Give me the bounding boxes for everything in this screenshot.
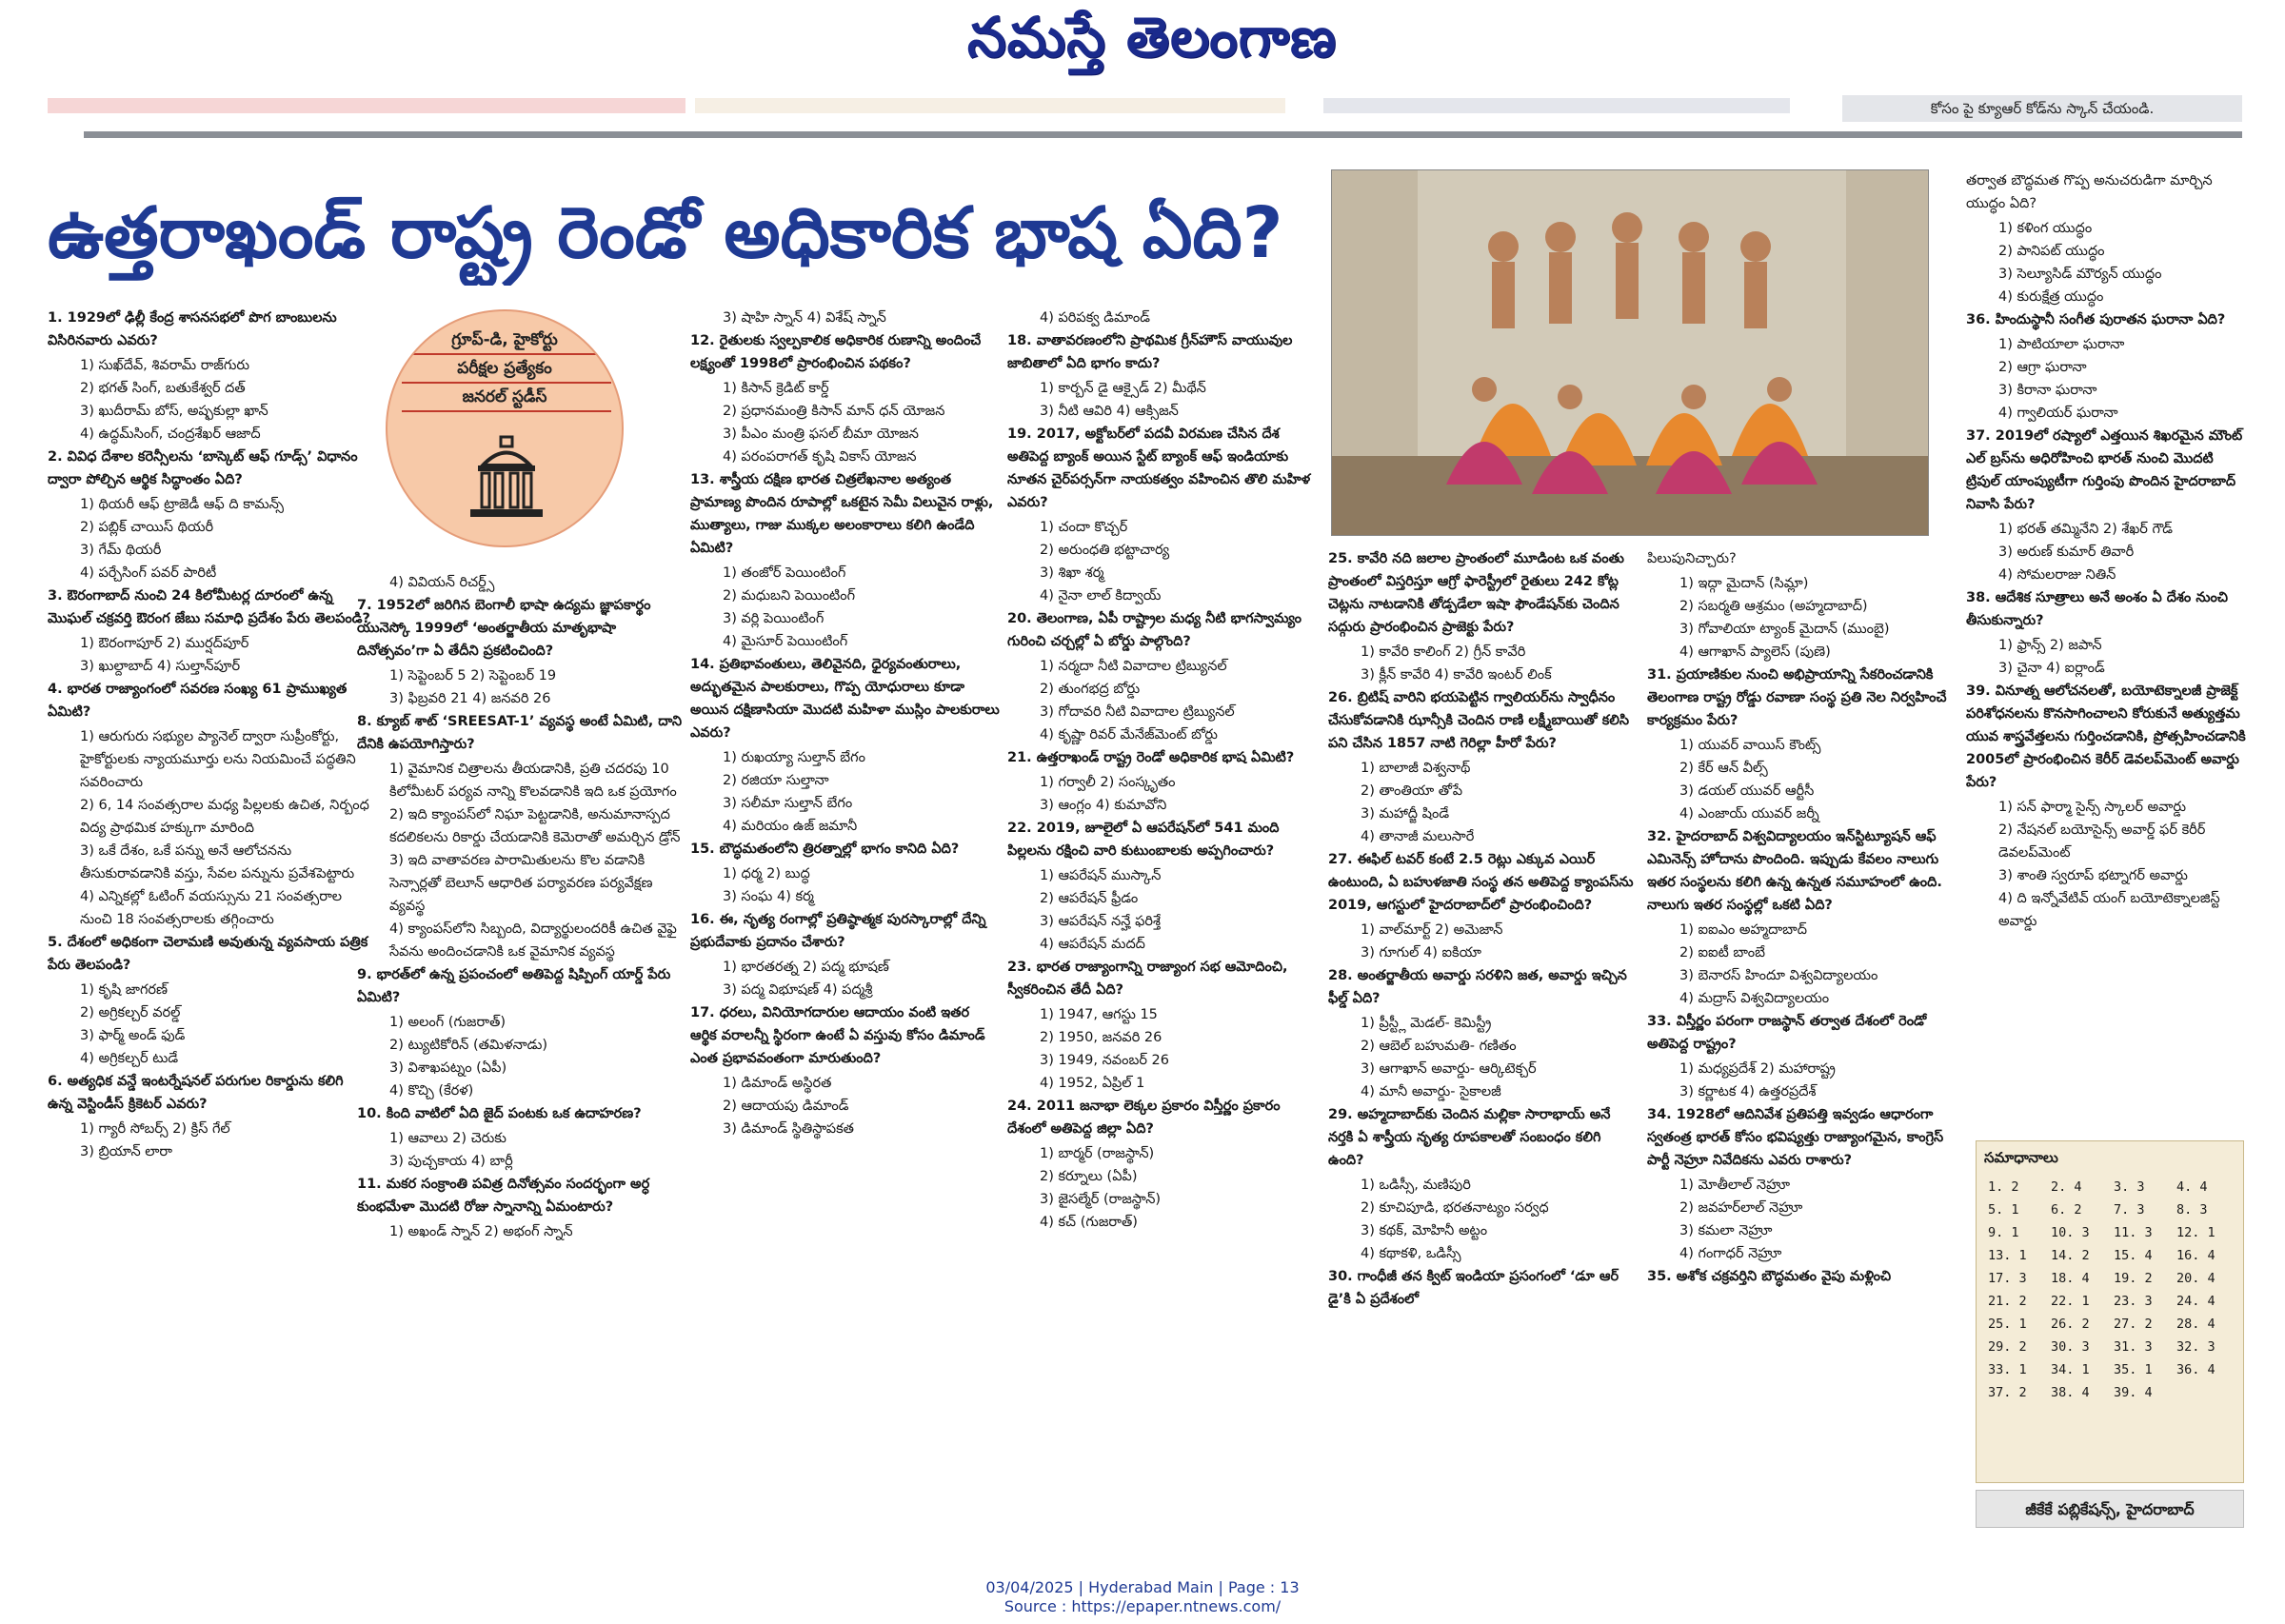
answer-option: 3) శాంతి స్వరూప్ భట్నాగర్ అవార్డు (1998, 868, 2188, 883)
top-color-band-middle (695, 98, 1285, 113)
answer-cell: 39. 4 (2114, 1385, 2153, 1400)
answer-option: 2) 6, 14 సంవత్సరాల మధ్య పిల్లలకు ఉచిత, నిర్బంధ విద్య ప్రాథమిక హక్కుగా మారింది (80, 798, 369, 836)
header-divider (84, 131, 2242, 138)
masthead (0, 0, 2285, 76)
answer-cell: 11. 3 (2114, 1225, 2153, 1240)
question-text: 23. భారత రాజ్యాంగాన్ని రాజ్యాంగ సభ ఆమోదించి, స్వీకరించిన తేదీ ఏది? (1007, 960, 1288, 998)
answer-cell: 26. 2 (2051, 1317, 2090, 1332)
answer-option: 1) కృషి జాగరణ్ (80, 982, 169, 998)
answer-option: 3) డయల్ యువర్ ఆర్టీసీ (1679, 783, 1815, 799)
answer-option: 3) చైనా 4) ఐర్లాండ్ (1998, 661, 2105, 676)
answer-option: 1) ధర్మ 2) బుద్ధ (723, 866, 810, 881)
question-text: 10. కింది వాటిలో ఏది జైద్ పంటకు ఒక ఉదాహరణ? (357, 1106, 642, 1121)
answer-option: 1) గర్వాలీ 2) సంస్కృతం (1040, 775, 1176, 790)
answer-option: 1) వాల్‌మార్ట్ 2) అమెజాన్ (1361, 922, 1503, 938)
answer-option: 1) ఐఐఎం అహ్మదాబాద్ (1679, 922, 1807, 938)
questions-column-3 (1007, 307, 1317, 1515)
question-text: 8. క్యూబ్ శాట్ ‘SREESAT-1’ వ్యవస్థ అంటే ఏమిటి, దాని దేనికి ఉపయోగిస్తారు? (357, 714, 683, 752)
question-text: 35. అశోక చక్రవర్తిని బౌద్ధమతం వైపు మళ్లించి (1647, 1269, 1892, 1284)
answer-option: 4) మానీ అవార్డు- సైకాలజీ (1361, 1084, 1501, 1099)
questions-column-4 (1328, 547, 1638, 1518)
answer-option: 1) తంజోర్ పెయింటింగ్ (723, 565, 846, 581)
question-text: 34. 1928లో ఆదినివేశ ప్రతిపత్తి ఇవ్వడం ఆధారంగా స్వతంత్ర భారత్ కోసం భవిష్యత్తు రాజ్యాంగమైన, కాంగ్రెస్ పార్టీ నెహ్రూ నివేదికను ఎవరు రాశారు? (1647, 1107, 1944, 1168)
answer-option: 2) అరుంధతి భట్టాచార్య (1040, 543, 1170, 558)
answer-option: 2) సబర్మతి ఆశ్రమం (అహ్మదాబాద్) (1679, 599, 1868, 614)
questions-column-5 (1647, 547, 1957, 1518)
answer-option: 3) క్లీన్ కావేరి 4) కావేరి ఇంటర్ లింక్ (1361, 667, 1552, 683)
answer-option: 1) గ్యారీ సోబర్స్ 2) క్రిస్ గేల్ (80, 1121, 230, 1137)
answer-option: 1) పాటియాలా ఘరానా (1998, 337, 2125, 352)
question-continuation: తర్వాత బౌద్ధమత గొప్ప అనుచరుడిగా మార్చిన యుద్ధం ఏది? (1966, 173, 2213, 211)
questions-column-6 (1966, 169, 2247, 1131)
answer-cell: 36. 4 (2176, 1362, 2215, 1377)
answer-option: 1) డిమాండ్ అస్థిరత (723, 1076, 832, 1091)
answers-row (1984, 1244, 2235, 1267)
question-continuation: పిలుపునిచ్చారు? (1647, 551, 1737, 566)
answer-option: 2) కూచిపూడి, భరతనాట్యం సర్వధ (1361, 1200, 1549, 1216)
answer-cell: 10. 3 (2051, 1225, 2090, 1240)
answer-option: 2) ఐఐటీ బాంబే (1679, 945, 1765, 961)
answer-option: 2) ఆబెల్ బహుమతి- గణితం (1361, 1039, 1517, 1054)
question-text: 24. 2011 జనాభా లెక్కల ప్రకారం విస్తీర్ణం ప్రకారం దేశంలో అతిపెద్ద జిల్లా ఏది? (1007, 1099, 1281, 1137)
answer-option: 2) పానిపట్ యుద్ధం (1998, 244, 2105, 259)
answer-cell: 28. 4 (2176, 1317, 2215, 1332)
questions-column-1b (357, 571, 686, 1514)
answer-option: 4) పర్చేసింగ్ పవర్ పారిటీ (80, 565, 217, 581)
answer-cell: 9. 1 (1988, 1225, 2019, 1240)
answer-cell: 25. 1 (1988, 1317, 2027, 1332)
badge-line-2: పరీక్షల ప్రత్యేకం (457, 359, 552, 378)
answer-option: 3) షాహి స్నాన్ 4) విశేష్ స్నాన్ (723, 310, 886, 326)
answer-option: 1) వైమానిక చిత్రాలను తీయడానికి, ప్రతి చదరపు 10 కిలోమీటర్ పర్యవ నాన్ని కొలవడానికి ఇది ఒక ప్రయోగం (389, 762, 677, 800)
answer-option: 2) కేర్ ఆన్ వీల్స్ (1679, 761, 1768, 776)
question-text: 29. అహ్మదాబాద్‌కు చెందిన మల్లికా సారాభాయ్ అనే నర్తకి ఏ శాస్త్రీయ నృత్య రూపకాలతో సంబంధం కలిగి ఉంది? (1328, 1107, 1611, 1168)
question-text: 14. ప్రతిభావంతులు, తెలివైనది, ధైర్యవంతురాలు, అద్భుతమైన పాలకురాలు, గొప్ప యోధురాలు కూడా అయిన దక్షిణాసియా మొదటి మహిళా ముస్లిం పాలకురాలు ఎవరు? (690, 657, 1000, 741)
answer-option: 4) గంగాధర్ నెహ్రూ (1679, 1246, 1782, 1261)
answer-option: 3) గూగుల్ 4) ఐకియా (1361, 945, 1481, 961)
answer-option: 1) భారతరత్న 2) పద్మ భూషణ్ (723, 960, 889, 975)
answer-option: 1) ఆరుగురు సభ్యుల ప్యానెల్ ద్వారా సుప్రీంకోర్టు, హైకోర్టులకు న్యాయమూర్తు లను నియమించే పద్ధతిని సవరించారు (80, 729, 356, 790)
answer-cell: 21. 2 (1988, 1294, 2027, 1309)
answer-option: 3) విశాఖపట్నం (ఏపీ) (389, 1060, 507, 1076)
answer-option: 4) 1952, ఏప్రిల్ 1 (1040, 1076, 1145, 1091)
answers-row (1984, 1336, 2235, 1358)
answer-option: 1) ఒడిస్సీ, మణిపురి (1361, 1178, 1471, 1193)
answer-option: 1) బార్మర్ (రాజస్థాన్) (1040, 1146, 1155, 1161)
answer-option: 1) 1947, ఆగస్టు 15 (1040, 1007, 1158, 1022)
answer-cell: 16. 4 (2176, 1248, 2215, 1263)
answer-option: 3) గోదావరి నీటి వివాదాల ట్రిబ్యునల్ (1040, 704, 1235, 720)
answer-cell: 6. 2 (2051, 1202, 2082, 1218)
answer-option: 1) మధ్యప్రదేశ్ 2) మహారాష్ట్ర (1679, 1061, 1836, 1077)
answers-row (1984, 1290, 2235, 1313)
answers-table (1984, 1176, 2235, 1404)
answer-option: 3) బెనారస్ హిందూ విశ్వవిద్యాలయం (1679, 968, 1878, 983)
section-badge (386, 309, 624, 547)
answer-option: 3) ఫార్మ్ అండ్ ఫుడ్ (80, 1028, 186, 1043)
question-text: 15. బౌద్ధమతంలోని త్రిరత్నాల్లో భాగం కానిది ఏది? (690, 842, 960, 857)
question-text: 17. ధరలు, వినియోగదారుల ఆదాయం వంటి ఇతర ఆర్థిక వరాలన్నీ స్థిరంగా ఉంటే ఏ వస్తువు కోసం డిమాండ్ ఎంత ప్రభావవంతంగా మారుతుంది? (690, 1005, 985, 1066)
answer-option: 1) సన్ ఫార్మా సైన్స్ స్కాలర్ అవార్డు (1998, 800, 2186, 815)
answer-option: 1) సుఖ్‌దేవ్, శివరామ్ రాజ్‌గురు (80, 358, 249, 373)
answer-cell: 31. 3 (2114, 1339, 2153, 1355)
question-text: 22. 2019, జూలైలో ఏ ఆపరేషన్‌లో 541 మంది పిల్లలను రక్షించి వారి కుటుంబాలకు అప్పగించారు? (1007, 821, 1280, 859)
badge-divider (402, 410, 611, 412)
answer-cell: 29. 2 (1988, 1339, 2027, 1355)
answer-cell: 22. 1 (2051, 1294, 2090, 1309)
dance-troupe-illustration (1332, 170, 1929, 536)
answer-cell: 37. 2 (1988, 1385, 2027, 1400)
answer-option: 2) నేషనల్ బయోసైన్స్ అవార్డ్ ఫర్ కెరీర్ డెవలప్‌మెంట్ (1998, 822, 2206, 861)
answer-option: 4) ఉద్ధమ్‌సింగ్, చంద్రశేఖర్ ఆజాద్ (80, 426, 261, 442)
answer-option: 1) ఔరంగాపూర్ 2) ముర్షద్‌పూర్ (80, 636, 249, 651)
answer-option: 1) ఇద్గా మైదాన్ (సిమ్లా) (1679, 576, 1809, 591)
qr-scan-note: కోసం పై క్యూఆర్ కోడ్‌ను స్కాన్ చేయండి. (1842, 95, 2242, 122)
answer-option: 4) కురుక్షేత్ర యుద్ధం (1998, 289, 2104, 305)
answer-option: 1) చందా కొచ్చర్ (1040, 520, 1128, 535)
answer-cell: 33. 1 (1988, 1362, 2027, 1377)
question-text: 36. హిందుస్థానీ సంగీత పురాతన ఘరానా ఏది? (1966, 312, 2226, 327)
question-text: 11. మకర సంక్రాంతి పవిత్ర దినోత్సవం సందర్భంగా అర్ధ కుంభమేళా మొదటి రోజు స్నానాన్ని ఏమంటారు? (357, 1177, 650, 1215)
answer-cell: 5. 1 (1988, 1202, 2019, 1218)
answer-option: 2) ఇది క్యాంపస్‌లో నిఘా పెట్టడానికి, అనుమానాస్పద కదలికలను రికార్డు చేయడానికి కెమెరాతో అమర్చిన డ్రోన్ (389, 807, 681, 845)
answers-title: సమాధానాలు (1984, 1149, 2058, 1166)
answer-option: 1) ఆవాలు 2) చెరుకు (389, 1131, 507, 1146)
answer-option: 4) నైనా లాల్ కిద్వాయ్ (1040, 588, 1162, 604)
answer-cell: 20. 4 (2176, 1271, 2215, 1286)
government-building-icon (459, 435, 554, 521)
answer-option: 4) మైసూర్ పెయింటింగ్ (723, 634, 848, 649)
answer-cell: 13. 1 (1988, 1248, 2027, 1263)
question-text: 4. భారత రాజ్యాంగంలో సవరణ సంఖ్య 61 ప్రాముఖ్యత ఏమిటి? (48, 682, 348, 720)
answer-option: 2) ఆపరేషన్ ఫ్రీడం (1040, 891, 1139, 906)
question-text: 27. ఈఫిల్ టవర్ కంటే 2.5 రెట్లు ఎక్కువ ఎయిర్ ఉంటుంది, ఏ బహుళజాతి సంస్థ తన అతిపెద్ద క్యాంపస్‌ను 2019, ఆగస్టులో హైదరాబాద్‌లో ప్రారంభించింది? (1328, 852, 1634, 913)
publisher-credit: జీకేకే పబ్లికేషన్స్, హైదరాబాద్ (1976, 1490, 2244, 1528)
questions-column-1 (48, 307, 371, 1515)
answer-option: 3) ఖుదీరామ్ బోస్, అష్ఫకుల్లా ఖాన్ (80, 404, 268, 419)
answer-option: 2) మధుబని పెయింటింగ్ (723, 588, 856, 604)
answer-option: 3) పద్మ విభూషణ్ 4) పద్మశ్రీ (723, 982, 873, 998)
answer-option: 1) ఆపరేషన్ ముస్కాన్ (1040, 868, 1162, 883)
answer-option: 4) వివియన్ రిచర్డ్స్ (389, 575, 495, 590)
question-text: 1. 1929లో ఢిల్లీ కేంద్ర శాసనసభలో పొగ బాంబులను విసిరినవారు ఎవరు? (48, 310, 337, 348)
answer-option: 1) నర్మదా నీటి వివాదాల ట్రిబ్యునల్ (1040, 659, 1227, 674)
answers-row (1984, 1198, 2235, 1221)
top-color-band-left (48, 98, 686, 113)
answer-option: 4) మరియం ఉజ్ జమానీ (723, 819, 858, 834)
top-color-band-right (1323, 98, 1790, 113)
answer-option: 4) ఎంజాయ్ యువర్ జర్నీ (1679, 806, 1819, 822)
answer-option: 2) జవహర్‌లాల్ నెహ్రూ (1679, 1200, 1803, 1216)
answer-cell: 38. 4 (2051, 1385, 2090, 1400)
answer-option: 2) తుంగభద్ర బోర్డు (1040, 682, 1141, 697)
answer-option: 3) జైసల్మేర్ (రాజస్థాన్) (1040, 1192, 1162, 1207)
answer-option: 1) భరత్ తమ్మినేని 2) శేఖర్ గౌడ్ (1998, 522, 2173, 537)
questions-column-2 (690, 307, 1000, 1515)
answer-option: 1) అలంగ్ (గుజరాత్) (389, 1015, 507, 1030)
answer-option: 2) ప్రధానమంత్రి కిసాన్ మాన్ ధన్ యోజన (723, 404, 945, 419)
answer-cell: 35. 1 (2114, 1362, 2153, 1377)
badge-divider (402, 353, 611, 355)
answer-option: 4) మద్రాస్ విశ్వవిద్యాలయం (1679, 991, 1830, 1006)
answer-option: 3) గోవాలియా ట్యాంక్ మైదాన్ (ముంబై) (1679, 622, 1890, 637)
answer-option: 2) అగ్రికల్చర్ వరల్డ్ (80, 1005, 181, 1020)
answer-option: 2) ట్యుటికోరిన్ (తమిళనాడు) (389, 1038, 548, 1053)
question-text: 30. గాంధీజీ తన క్విట్ ఇండియా ప్రసంగంలో ‘డూ ఆర్ డై’కి ఏ ప్రదేశంలో (1328, 1269, 1619, 1307)
answer-cell: 8. 3 (2176, 1202, 2208, 1218)
answer-option: 3) కమలా నెహ్రూ (1679, 1223, 1773, 1238)
answer-option: 4) కొచ్చి (కేరళ) (389, 1083, 474, 1099)
question-text: 33. విస్తీర్ణం పరంగా రాజస్థాన్ తర్వాత దేశంలో రెండో అతిపెద్ద రాష్ట్రం? (1647, 1014, 1927, 1052)
page-footer (857, 1578, 1428, 1616)
answer-option: 2) భగత్ సింగ్, బతుకేశ్వర్ దత్ (80, 381, 246, 396)
answer-cell: 15. 4 (2114, 1248, 2153, 1263)
answer-option: 1) అఖండ్ స్నాన్ 2) అభంగ్ స్నాన్ (389, 1224, 573, 1239)
answers-row (1984, 1313, 2235, 1336)
answer-option: 1) మోతీలాల్ నెహ్రూ (1679, 1178, 1791, 1193)
answer-cell: 34. 1 (2051, 1362, 2090, 1377)
answer-option: 3) మహాద్జీ షిండే (1361, 806, 1450, 822)
answer-option: 3) ఒకే దేశం, ఒకే పన్ను అనే ఆలోచనను తీసుకురావడానికి వస్తు, సేవల పన్నును ప్రవేశపెట్టారు (80, 843, 355, 881)
question-text: 38. ఆదేశిక సూత్రాలు అనే అంశం ఏ దేశం నుంచి తీసుకున్నారు? (1966, 590, 2228, 628)
answer-option: 4) తానాజీ మలుసారే (1361, 829, 1475, 844)
answer-option: 1) కావేరి కాలింగ్ 2) గ్రీన్ కావేరి (1361, 644, 1526, 660)
question-text: 19. 2017, అక్టోబర్‌లో పదవీ విరమణ చేసిన దేశ అతిపెద్ద బ్యాంక్ అయిన స్టేట్ బ్యాంక్ ఆఫ్ ఇండియాకు నూతన చైర్‌పర్సన్‌గా నాయకత్వం వహించిన తొలి మహిళ ఎవరు? (1007, 426, 1311, 510)
question-text: 9. భారత్‌లో ఉన్న ప్రపంచంలో అతిపెద్ద షిప్పింగ్ యార్డ్ పేరు ఏమిటి? (357, 967, 671, 1005)
answer-option: 1) యువర్ వాయిస్ కౌంట్స్ (1679, 738, 1821, 753)
question-text: 26. బ్రిటిష్ వారిని భయపెట్టిన గ్వాలియర్‌ను స్వాధీనం చేసుకోవడానికి ఝాన్సీకి చెందిన రాణి లక్ష్మీబాయితో కలిసి పని చేసిన 1857 నాటి గెరిల్లా హీరో పేరు? (1328, 690, 1630, 751)
answer-cell: 2. 4 (2051, 1179, 2082, 1195)
answer-option: 4) కృష్ణా రివర్ మేనేజ్‌మెంట్ బోర్డు (1040, 727, 1218, 743)
answer-option: 4) అగ్రికల్చర్ టుడే (80, 1051, 179, 1066)
answer-option: 4) ఆపరేషన్ మదద్ (1040, 937, 1145, 952)
answer-option: 4) గ్వాలియర్ ఘరానా (1998, 406, 2118, 421)
answer-cell: 18. 4 (2051, 1271, 2090, 1286)
answer-option: 3) ఆంగ్లం 4) కుమావోని (1040, 798, 1167, 813)
answer-option: 3) ఆగాఖాన్ అవార్డు- ఆర్కిటెక్చర్ (1361, 1061, 1537, 1077)
answer-option: 3) సంఘ 4) కర్మ (723, 889, 814, 904)
answer-option: 3) సలీమా సుల్తాన్ బేగం (723, 796, 853, 811)
answers-row (1984, 1267, 2235, 1290)
answer-cell: 24. 4 (2176, 1294, 2215, 1309)
answer-option: 2) రజియా సుల్తానా (723, 773, 829, 788)
answer-cell: 17. 3 (1988, 1271, 2027, 1286)
answer-option: 3) 1949, నవంబర్ 26 (1040, 1053, 1169, 1068)
answer-option: 2) ఆగ్రా ఘరానా (1998, 360, 2087, 375)
answer-option: 3) నీటి ఆవిరి 4) ఆక్సిజన్ (1040, 404, 1179, 419)
answer-option: 1) రుఖయ్యా సుల్తాన్ బేగం (723, 750, 865, 765)
answer-option: 4) కథాకళి, ఒడిస్సీ (1361, 1246, 1461, 1261)
question-text: 39. వినూత్న ఆలోచనలతో, బయోటెక్నాలజీ ప్రాజెక్ట్ పరిశోధనలను కొనసాగించాలని కోరుకునే అత్యుత్తమ యువ శాస్త్రవేత్తలను గుర్తించడానికి, ప్రోత్సహించడానికి 2005లో ప్రారంభించిన కెరీర్ డెవలప్‌మెంట్ అవార్డు పేరు? (1966, 683, 2246, 790)
answer-cell: 1. 2 (1988, 1179, 2019, 1195)
answer-option: 2) తాంతియా తోపే (1361, 783, 1463, 799)
answer-option: 3) పీఎం మంత్రి ఫసల్ బీమా యోజన (723, 426, 919, 442)
answer-option: 1) కార్బన్ డై ఆక్సైడ్ 2) మీథేన్ (1040, 381, 1206, 396)
answer-option: 4) ఆగాఖాన్ ప్యాలెస్ (పుణె) (1679, 644, 1831, 660)
badge-line-3: జనరల్ స్టడీస్ (462, 387, 547, 406)
question-text: 25. కావేరి నది జలాల ప్రాంతంలో మూడింట ఒక వంతు ప్రాంతంలో విస్తరిస్తూ ఆగ్రో ఫారెస్ట్రీలో రైతులు 242 కోట్ల చెట్లను నాటడానికి తోడ్పడేలా ఇషా ఫౌండేషన్‌కు చెందిన సద్గురు ప్రారంభించిన ప్రాజెక్టు పేరు? (1328, 551, 1624, 635)
answer-cell: 30. 3 (2051, 1339, 2090, 1355)
answer-cell: 14. 2 (2051, 1248, 2090, 1263)
question-text: 16. ఈ, నృత్య రంగాల్లో ప్రతిష్ఠాత్మక పురస్కారాల్లో దేన్ని ప్రభుదేవాకు ప్రదానం చేశారు? (690, 912, 986, 950)
answer-option: 4) పరిపక్వ డిమాండ్ (1040, 310, 1150, 326)
newspaper-logo[interactable]: నమస్తే తెలంగాణ (967, 5, 1337, 69)
dancers-photo (1331, 169, 1929, 536)
answer-option: 3) సెల్యూసిడ్ మౌర్యన్ యుద్ధం (1998, 267, 2162, 282)
question-text: 12. రైతులకు స్వల్పకాలిక అధికారిక రుణాన్ని అందించే లక్ష్యంతో 1998లో ప్రారంభించిన పథకం? (690, 333, 982, 371)
question-text: 28. అంతర్జాతీయ అవార్డు సరళిని జత, అవార్డు ఇచ్చిన ఫీల్డ్ ఏది? (1328, 968, 1627, 1006)
answers-box (1976, 1140, 2244, 1483)
answer-option: 3) ఇది వాతావరణ పారామితులను కొల వడానికి సెన్సార్లతో బెలూన్ ఆధారిత పర్యావరణ పర్యవేక్షణ వ్యవస్థ (389, 853, 653, 914)
answer-option: 3) డిమాండ్ స్థితిస్థాపకత (723, 1121, 854, 1137)
answer-option: 1) బాలాజీ విశ్వనాథ్ (1361, 761, 1471, 776)
badge-divider (402, 382, 611, 384)
answer-option: 3) బ్రియాన్ లారా (80, 1144, 173, 1159)
answer-cell (2173, 1381, 2235, 1404)
answer-option: 4) పరంపరాగత్ కృషి వికాస్ యోజన (723, 449, 917, 465)
answer-cell: 7. 3 (2114, 1202, 2145, 1218)
question-text: 32. హైదరాబాద్ విశ్వవిద్యాలయం ఇన్‌స్టిట్యూషన్ ఆఫ్ ఎమినెన్స్ హోదాను పొందింది. ఇప్పుడు కేవలం నాలుగు ఇతర సంస్థలను కలిగి ఉన్న ఉన్నత సమూహంలో ఉంది. నాలుగు ఇతర సంస్థల్లో ఒకటి ఏది? (1647, 829, 1942, 913)
answer-option: 4) క్యాంపస్‌లోని సిబ్బంది, విద్యార్థులందరికీ ఉచిత వైఫై సేవను అందించడానికి ఒక వైమానిక వ్యవస్థ (389, 921, 677, 960)
answer-cell: 4. 4 (2176, 1179, 2208, 1195)
answer-option: 1) థియరీ ఆఫ్ ట్రాజెడీ ఆఫ్ ది కామన్స్ (80, 497, 285, 512)
answers-row (1984, 1381, 2235, 1404)
question-text: 20. తెలంగాణ, ఏపీ రాష్ట్రాల మధ్య నీటి భాగస్వామ్యం గురించి చర్చల్లో ఏ బోర్డు పాల్గొంది? (1007, 611, 1302, 649)
answer-option: 3) వర్లి పెయింటింగ్ (723, 611, 825, 626)
question-text: 2. వివిధ దేశాల కరెన్సీలను ‘బాస్కెట్ ఆఫ్ గూడ్స్’ విధానం ద్వారా పోల్చిన ఆర్థిక సిద్ధాంతం ఏది? (48, 449, 358, 487)
answer-option: 3) పుచ్చకాయ 4) బార్లీ (389, 1154, 513, 1169)
question-text: 21. ఉత్తరాఖండ్ రాష్ట్ర రెండో అధికారిక భాష ఏమిటి? (1007, 750, 1295, 765)
answers-row (1984, 1221, 2235, 1244)
answers-row (1984, 1358, 2235, 1381)
answer-option: 3) కథక్, మోహినీ అట్టం (1361, 1223, 1488, 1238)
footer-source-link[interactable]: Source : https://epaper.ntnews.com/ (1003, 1597, 1282, 1615)
answer-option: 2) కర్నూలు (ఏపీ) (1040, 1169, 1138, 1184)
answer-option: 3) శిఖా శర్మ (1040, 565, 1104, 581)
question-text: 7. 1952లో జరిగిన బెంగాలీ భాషా ఉద్యమ జ్ఞాపకార్థం యునెస్కో 1999లో ‘అంతర్జాతీయ మాతృభాషా దినోత్సవం’గా ఏ తేదీని ప్రకటించింది? (357, 598, 651, 659)
answer-option: 4) ది ఇన్నోవేటివ్ యంగ్ బయోటెక్నాలజిస్ట్ అవార్డు (1998, 891, 2220, 929)
answer-option: 1) కిసాన్ క్రెడిట్ కార్డ్ (723, 381, 829, 396)
answer-cell: 32. 3 (2176, 1339, 2215, 1355)
answer-cell: 19. 2 (2114, 1271, 2153, 1286)
question-text: 18. వాతావరణంలోని ప్రాథమిక గ్రీన్‌హౌస్ వాయువుల జాబితాలో ఏది భాగం కాదు? (1007, 333, 1293, 371)
answer-option: 3) కర్ణాటక 4) ఉత్తరప్రదేశ్ (1679, 1084, 1817, 1099)
footer-edition-line: 03/04/2025 | Hyderabad Main | Page : 13 (985, 1578, 1300, 1596)
answers-row (1984, 1176, 2235, 1198)
answer-option: 4) సోమలరాజు నితిన్ (1998, 567, 2116, 583)
badge-line-1: గ్రూప్-డి, హైకోర్టు (451, 330, 558, 349)
question-text: 6. అత్యధిక వన్డే ఇంటర్నేషనల్ పరుగుల రికార్డును కలిగి ఉన్న వెస్టిండీస్ క్రికెటర్ ఎవరు? (48, 1074, 344, 1112)
answer-option: 3) ఆపరేషన్ నన్హే ఫరిశ్తే (1040, 914, 1161, 929)
answer-option: 1) ప్రీస్ట్లీ మెడల్- కెమిస్ట్రీ (1361, 1016, 1492, 1031)
page-headline: ఉత్తరాఖండ్ రాష్ట్ర రెండో అధికారిక భాష ఏది? (48, 192, 1283, 274)
answer-option: 1) ఫ్రాన్స్ 2) జపాన్ (1998, 638, 2102, 653)
answer-option: 3) కిరానా ఘరానా (1998, 383, 2097, 398)
question-text: 5. దేశంలో అధికంగా చెలామణి అవుతున్న వ్యవసాయ పత్రిక పేరు తెలపండి? (48, 935, 368, 973)
answer-option: 2) ఆదాయపు డిమాండ్ (723, 1099, 849, 1114)
answer-option: 1) కళింగ యుద్ధం (1998, 221, 2093, 236)
answer-cell: 23. 3 (2114, 1294, 2153, 1309)
answer-option: 3) అరుణ్ కుమార్ తివారీ (1998, 545, 2135, 560)
answer-option: 2) 1950, జనవరి 26 (1040, 1030, 1162, 1045)
question-text: 31. ప్రయాణికుల నుంచి అభిప్రాయాన్ని సేకరించడానికి తెలంగాణ రాష్ట్ర రోడ్డు రవాణా సంస్థ ప్రతి నెల నిర్వహించే కార్యక్రమం పేరు? (1647, 667, 1947, 728)
answer-option: 3) ఖుల్దాబాద్ 4) సుల్తాన్‌పూర్ (80, 659, 241, 674)
answer-option: 3) గేమ్ థియరీ (80, 543, 162, 558)
question-text: 3. ఔరంగాబాద్ నుంచి 24 కిలోమీటర్ల దూరంలో ఉన్న మొఘల్ చక్రవర్తి ఔరంగ జేబు సమాధి ప్రదేశం పేరు తెలపండి? (48, 588, 370, 626)
answer-cell: 3. 3 (2114, 1179, 2145, 1195)
answer-option: 1) సెప్టెంబర్ 5 2) సెప్టెంబర్ 19 (389, 668, 557, 683)
answer-cell: 27. 2 (2114, 1317, 2153, 1332)
question-text: 13. శాస్త్రీయ దక్షిణ భారత చిత్రలేఖనాల అత్యంత ప్రామాణ్య పొందిన రూపాల్లో ఒకటైన సెమీ విలువైన రాళ్లు, ముత్యాలు, గాజు ముక్కల అలంకారాలు కలిగి ఉండేది ఏమిటి? (690, 472, 994, 556)
answer-option: 4) ఎన్నికల్లో ఓటింగ్ వయస్సును 21 సంవత్సరాల నుంచి 18 సంవత్సరాలకు తగ్గించారు (80, 889, 343, 927)
question-text: 37. 2019లో రష్యాలో ఎత్తయిన శిఖరమైన మౌంట్ ఎల్ బ్రస్‌ను అధిరోహించి భారత్ నుంచి మొదటి ట్రిపుల్ యాంప్యుటీగా గుర్తింపు పొందిన హైదరాబాద్ నివాసి పేరు? (1966, 428, 2243, 512)
answer-option: 4) కచ్ (గుజరాత్) (1040, 1215, 1138, 1230)
answer-option: 3) ఫిబ్రవరి 21 4) జనవరి 26 (389, 691, 551, 706)
answer-cell: 12. 1 (2176, 1225, 2215, 1240)
answer-option: 2) పబ్లిక్ చాయిస్ థియరీ (80, 520, 214, 535)
